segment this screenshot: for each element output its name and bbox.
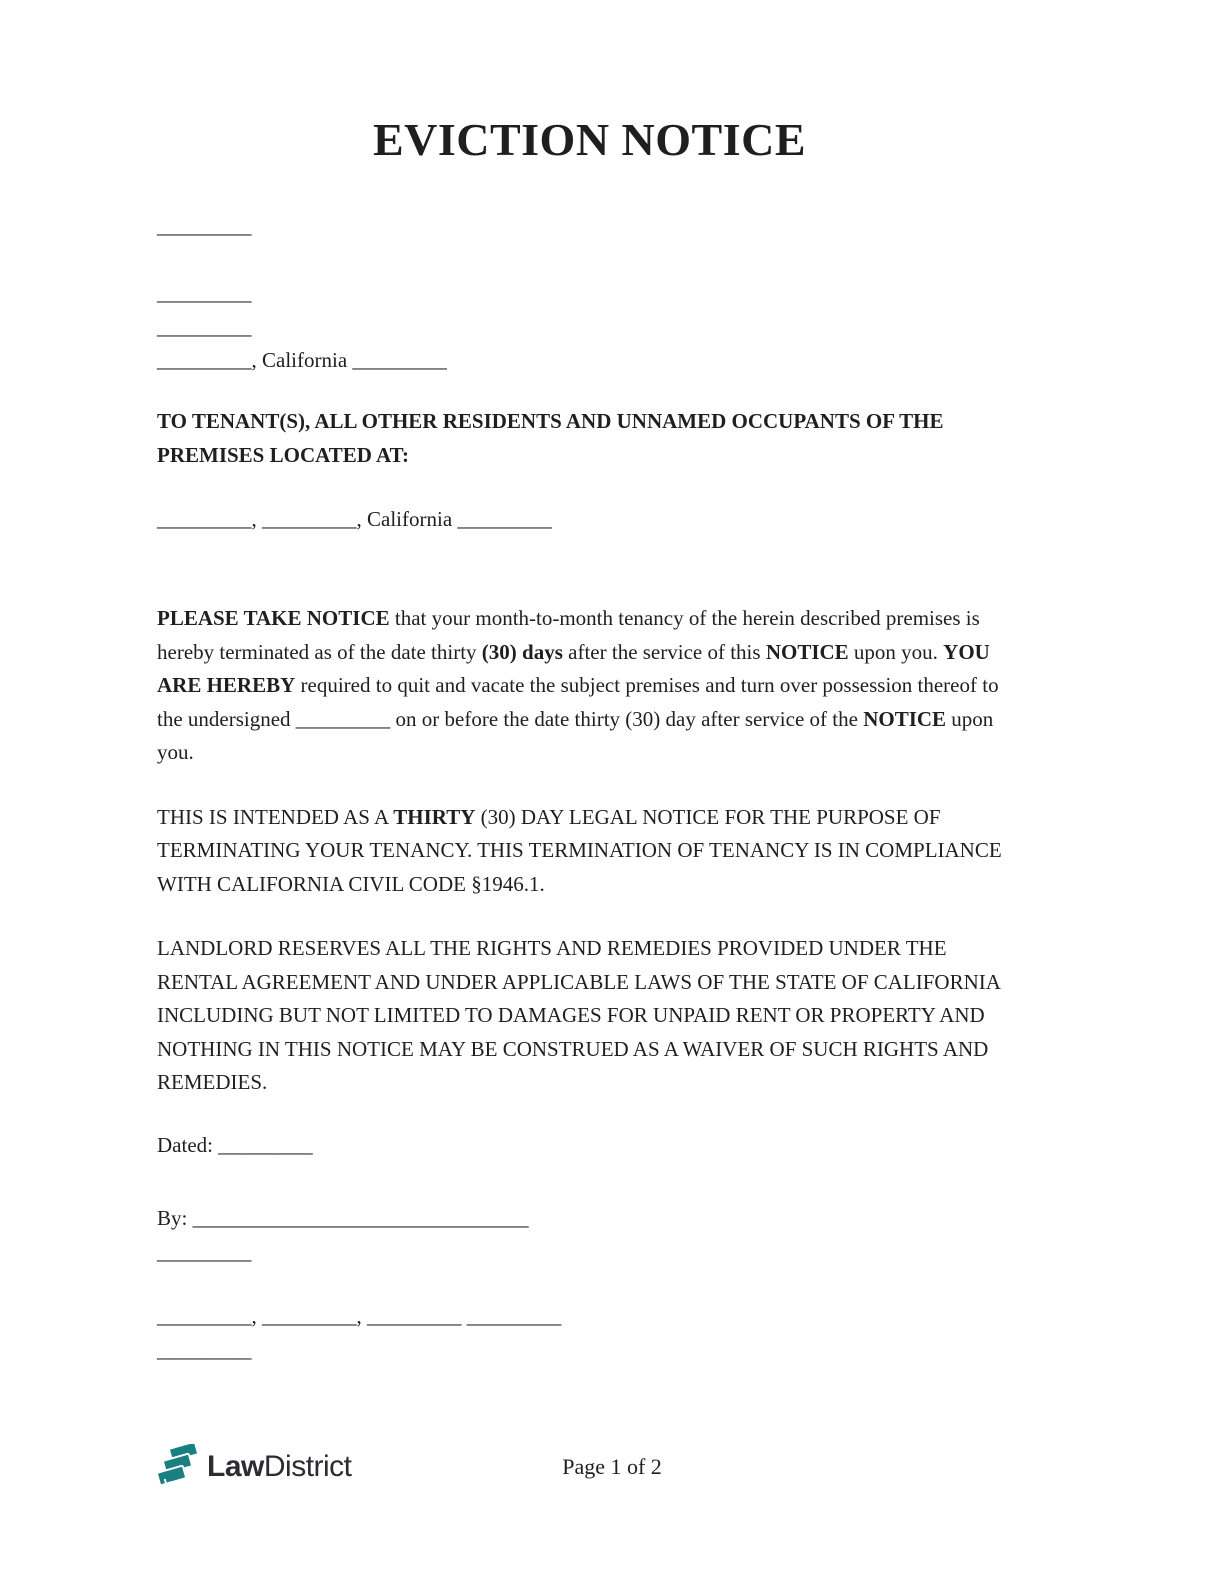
landlord-street-blank: _________ bbox=[157, 281, 252, 305]
dated-line: Dated: _________ bbox=[157, 1132, 313, 1157]
signer-address-line: _________, _________, _________ _________ bbox=[157, 1304, 562, 1328]
signer-address-line2: _________ bbox=[157, 1337, 252, 1362]
paragraph-reservation: LANDLORD RESERVES ALL THE RIGHTS AND REMEDIES PROVIDED UNDER THE RENTAL AGREEMENT AND UNDER APPLICABLE LAWS OF THE STATE OF CALIFORNIA INCLUDING BUT NOT LIMITED TO DAMAGES FOR UNPAID RENT OR PROPERTY AND NOTHING IN THIS NOTICE MAY BE CONSTRUED AS A WAIVER OF SUCH RIGHTS AND REMEDIES. bbox=[157, 936, 1000, 1094]
page-number: Page 1 of 2 bbox=[562, 1454, 662, 1479]
by-signature-line: By: ________________________________ bbox=[157, 1206, 529, 1230]
landlord-name-blank: _________ bbox=[157, 214, 252, 238]
premises-address-line: _________, _________, California _________ bbox=[157, 506, 552, 531]
brand-law: Law bbox=[207, 1450, 264, 1483]
recipient-heading: TO TENANT(S), ALL OTHER RESIDENTS AND UNNAMED OCCUPANTS OF THE PREMISES LOCATED AT: bbox=[157, 408, 944, 467]
landlord-city-state-line: _________, California _________ bbox=[157, 348, 447, 372]
page-footer bbox=[0, 1438, 1224, 1498]
signer-name-blank: _________ bbox=[157, 1239, 252, 1264]
paragraph-intent: THIS IS INTENDED AS A THIRTY (30) DAY LEGAL NOTICE FOR THE PURPOSE OF TERMINATING YOUR TENANCY. THIS TERMINATION OF TENANCY IS IN COMPLIANCE WITH CALIFORNIA CIVIL CODE §1946.1. bbox=[157, 804, 1002, 896]
brand-district: District bbox=[263, 1450, 352, 1483]
page-title: EVICTION NOTICE bbox=[372, 114, 807, 165]
paragraph-notice: PLEASE TAKE NOTICE that your month-to-month tenancy of the herein described premises is hereby terminated as of the date thirty (30) days after the service of this NOTICE upon you. YOU ARE HEREBY required to quit and vacate the subject premises and turn over possession thereof to the undersigned _________ on or before the date thirty (30) day after service of the NOTICE upon you. bbox=[157, 606, 999, 764]
landlord-unit-blank: _________ bbox=[157, 314, 252, 339]
